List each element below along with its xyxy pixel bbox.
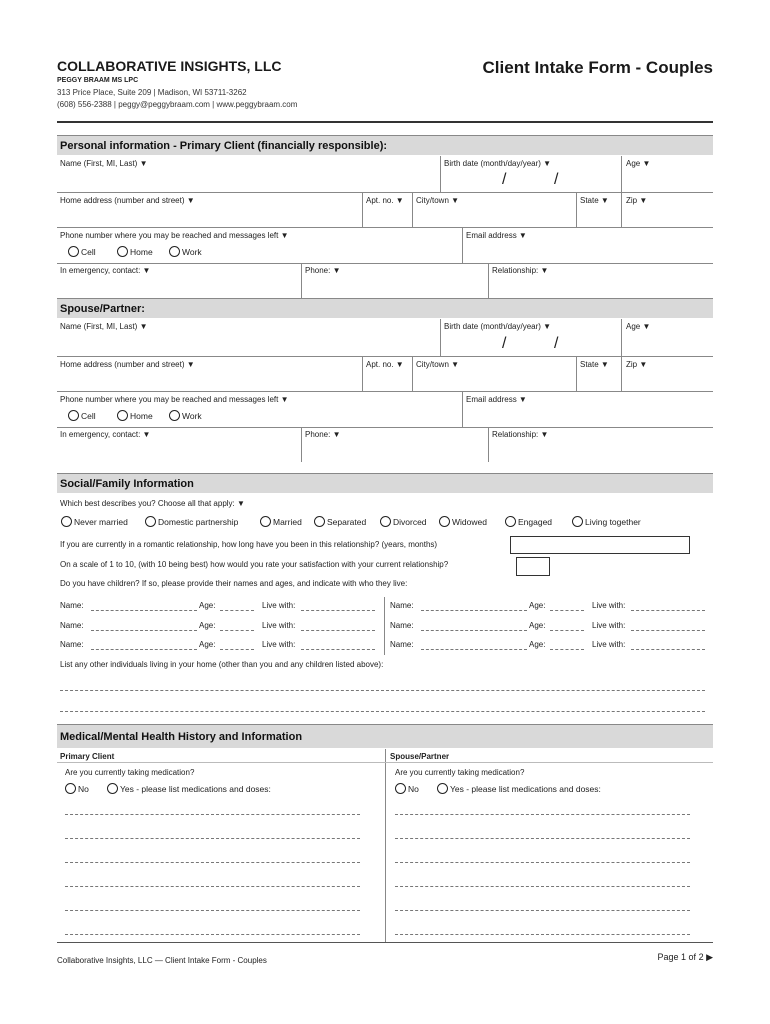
practice-contact: (608) 556-2388 | peggy@peggybraam.com | www.peggybraam.com	[57, 100, 298, 109]
primary-column-title: Primary Client	[60, 752, 115, 761]
others-line-1[interactable]	[60, 690, 705, 691]
child-age-field[interactable]	[550, 610, 584, 611]
header-divider	[57, 121, 713, 123]
spouse-state-label: State ▼	[580, 360, 609, 369]
primary-age-label: Age ▼	[626, 159, 651, 168]
relationship-length-question: If you are currently in a romantic relationship, how long have you been in this relationship? (years, months)	[60, 540, 438, 549]
child-name-label: Name:	[390, 621, 414, 630]
satisfaction-question: On a scale of 1 to 10, (with 10 being best) how would you rate your satisfaction with your current relationship?	[60, 560, 449, 569]
others-question: List any other individuals living in your home (other than you and any children listed above):	[60, 660, 384, 669]
child-name-label: Name:	[60, 621, 84, 630]
child-age-field[interactable]	[220, 630, 254, 631]
spouse-section-title: Spouse/Partner:	[57, 298, 713, 318]
primary-phone-label: Phone number where you may be reached and messages left ▼	[60, 231, 289, 240]
medication-line[interactable]	[395, 838, 690, 839]
medication-line[interactable]	[395, 934, 690, 935]
option-domestic-partnership[interactable]: Domestic partnership	[145, 516, 238, 527]
option-married[interactable]: Married	[260, 516, 302, 527]
primary-email-label: Email address ▼	[466, 231, 527, 240]
primary-state-label: State ▼	[580, 196, 609, 205]
practice-address: 313 Price Place, Suite 209 | Madison, WI 53711-3262	[57, 88, 247, 97]
medication-line[interactable]	[395, 814, 690, 815]
primary-emergency-label: In emergency, contact: ▼	[60, 266, 151, 275]
child-live-label: Live with:	[592, 640, 626, 649]
spouse-city-label: City/town ▼	[416, 360, 460, 369]
medication-line[interactable]	[395, 910, 690, 911]
child-age-label: Age:	[199, 601, 216, 610]
child-age-field[interactable]	[550, 649, 584, 650]
spouse-zip-label: Zip ▼	[626, 360, 648, 369]
child-live-field[interactable]	[301, 630, 375, 631]
primary-name-label: Name (First, MI, Last) ▼	[60, 159, 148, 168]
child-name-field[interactable]	[91, 630, 197, 631]
primary-apt-label: Apt. no. ▼	[366, 196, 404, 205]
spouse-address-label: Home address (number and street) ▼	[60, 360, 195, 369]
footer-text: Collaborative Insights, LLC — Client Intake Form - Couples	[57, 956, 267, 965]
child-age-label: Age:	[199, 621, 216, 630]
primary-home-radio[interactable]: Home	[117, 246, 153, 257]
medical-section-title: Medical/Mental Health History and Information	[57, 724, 713, 748]
child-name-field[interactable]	[91, 610, 197, 611]
spouse-cell-radio[interactable]: Cell	[68, 410, 96, 421]
option-engaged[interactable]: Engaged	[505, 516, 552, 527]
medication-line[interactable]	[65, 814, 360, 815]
primary-birth-label: Birth date (month/day/year) ▼	[444, 159, 552, 168]
child-name-field[interactable]	[91, 649, 197, 650]
primary-medication-question: Are you currently taking medication?	[65, 768, 195, 777]
satisfaction-input[interactable]	[516, 557, 550, 576]
spouse-medication-no[interactable]: No	[395, 783, 419, 794]
medication-line[interactable]	[65, 886, 360, 887]
child-name-label: Name:	[60, 601, 84, 610]
medication-line[interactable]	[395, 886, 690, 887]
medication-line[interactable]	[65, 934, 360, 935]
child-age-field[interactable]	[220, 610, 254, 611]
social-section-title: Social/Family Information	[57, 473, 713, 493]
spouse-emergency-label: In emergency, contact: ▼	[60, 430, 151, 439]
medication-line[interactable]	[395, 862, 690, 863]
option-widowed[interactable]: Widowed	[439, 516, 487, 527]
spouse-birth-label: Birth date (month/day/year) ▼	[444, 322, 552, 331]
option-never-married[interactable]: Never married	[61, 516, 128, 527]
option-separated[interactable]: Separated	[314, 516, 366, 527]
primary-ephone-label: Phone: ▼	[305, 266, 341, 275]
child-age-label: Age:	[529, 640, 546, 649]
child-name-field[interactable]	[421, 649, 527, 650]
spouse-medication-yes[interactable]: Yes - please list medications and doses:	[437, 783, 601, 794]
spouse-home-radio[interactable]: Home	[117, 410, 153, 421]
primary-work-radio[interactable]: Work	[169, 246, 202, 257]
option-divorced[interactable]: Divorced	[380, 516, 427, 527]
primary-medication-no[interactable]: No	[65, 783, 89, 794]
child-live-field[interactable]	[301, 610, 375, 611]
spouse-ephone-label: Phone: ▼	[305, 430, 341, 439]
primary-address-label: Home address (number and street) ▼	[60, 196, 195, 205]
spouse-phone-label: Phone number where you may be reached and messages left ▼	[60, 395, 289, 404]
spouse-work-radio[interactable]: Work	[169, 410, 202, 421]
child-age-label: Age:	[199, 640, 216, 649]
primary-section-title: Personal information - Primary Client (financially responsible):	[57, 135, 713, 155]
child-age-label: Age:	[529, 601, 546, 610]
child-age-label: Age:	[529, 621, 546, 630]
others-line-2[interactable]	[60, 711, 705, 712]
spouse-age-label: Age ▼	[626, 322, 651, 331]
spouse-relationship-label: Relationship: ▼	[492, 430, 549, 439]
primary-relationship-label: Relationship: ▼	[492, 266, 549, 275]
page-number: Page 1 of 2 ▶	[657, 952, 713, 962]
primary-city-label: City/town ▼	[416, 196, 460, 205]
child-age-field[interactable]	[220, 649, 254, 650]
practitioner-name: PEGGY BRAAM MS LPC	[57, 77, 139, 84]
option-living-together[interactable]: Living together	[572, 516, 641, 527]
spouse-email-label: Email address ▼	[466, 395, 527, 404]
child-name-field[interactable]	[421, 610, 527, 611]
marital-question: Which best describes you? Choose all that apply: ▼	[60, 499, 245, 508]
medication-line[interactable]	[65, 838, 360, 839]
relationship-length-input[interactable]	[510, 536, 690, 554]
child-live-field[interactable]	[631, 630, 705, 631]
spouse-medication-question: Are you currently taking medication?	[395, 768, 525, 777]
child-name-label: Name:	[390, 601, 414, 610]
child-name-label: Name:	[60, 640, 84, 649]
primary-zip-label: Zip ▼	[626, 196, 648, 205]
company-name: COLLABORATIVE INSIGHTS, LLC	[57, 58, 282, 74]
spouse-name-label: Name (First, MI, Last) ▼	[60, 322, 148, 331]
child-live-label: Live with:	[592, 621, 626, 630]
child-live-field[interactable]	[631, 649, 705, 650]
spouse-column-title: Spouse/Partner	[390, 752, 450, 761]
child-name-field[interactable]	[421, 630, 527, 631]
primary-medication-yes[interactable]: Yes - please list medications and doses:	[107, 783, 271, 794]
child-live-label: Live with:	[592, 601, 626, 610]
medication-line[interactable]	[65, 862, 360, 863]
child-live-label: Live with:	[262, 621, 296, 630]
primary-cell-radio[interactable]: Cell	[68, 246, 96, 257]
child-live-label: Live with:	[262, 601, 296, 610]
child-live-label: Live with:	[262, 640, 296, 649]
child-age-field[interactable]	[550, 630, 584, 631]
child-live-field[interactable]	[301, 649, 375, 650]
child-name-label: Name:	[390, 640, 414, 649]
medication-line[interactable]	[65, 910, 360, 911]
children-question: Do you have children? If so, please provide their names and ages, and indicate with who they live:	[60, 579, 408, 588]
child-live-field[interactable]	[631, 610, 705, 611]
spouse-apt-label: Apt. no. ▼	[366, 360, 404, 369]
form-title: Client Intake Form - Couples	[482, 58, 713, 77]
